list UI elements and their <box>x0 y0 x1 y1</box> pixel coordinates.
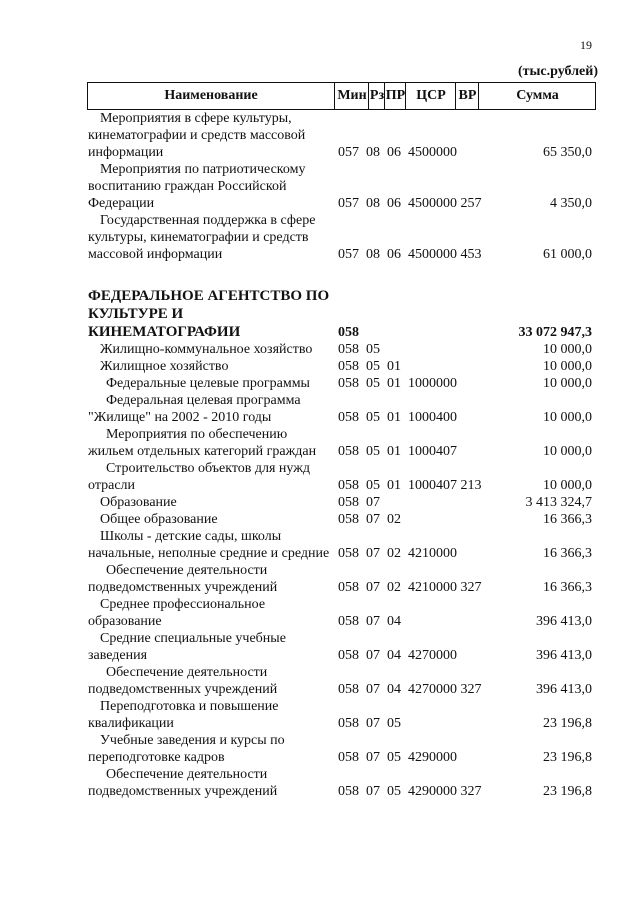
row-codes: 058 07 02 4210000 327 <box>338 580 482 595</box>
row-name: Обеспечение деятельности подведомственных учреждений <box>88 665 278 697</box>
table-body <box>0 110 640 800</box>
header-vr: ВР <box>455 83 479 109</box>
row-codes: 058 <box>338 325 359 340</box>
row-sum: 4 350,0 <box>550 196 592 211</box>
row-codes: 058 07 04 <box>338 614 401 629</box>
row-sum: 10 000,0 <box>543 376 592 391</box>
row-codes: 058 07 04 4270000 327 <box>338 682 482 697</box>
row-name: Обеспечение деятельности подведомственных учреждений <box>88 563 278 595</box>
header-min: Мин <box>334 83 369 109</box>
row-sum: 10 000,0 <box>543 444 592 459</box>
row-sum: 396 413,0 <box>536 682 592 697</box>
row-codes: 058 05 <box>338 342 380 357</box>
row-codes: 058 05 01 1000407 <box>338 444 457 459</box>
table-row <box>0 358 640 375</box>
row-name: Обеспечение деятельности подведомственных учреждений <box>88 767 278 799</box>
table-row <box>0 426 640 460</box>
row-codes: 058 05 01 <box>338 359 401 374</box>
row-codes: 058 07 04 4270000 <box>338 648 457 663</box>
row-sum: 3 413 324,7 <box>525 495 592 510</box>
row-name: Строительство объектов для нужд отрасли <box>88 461 311 493</box>
table-row <box>0 161 640 212</box>
row-codes: 058 05 01 1000400 <box>338 410 457 425</box>
row-name: Общее образование <box>100 512 218 527</box>
header-rz: Рз <box>368 83 385 109</box>
table-row <box>0 341 640 358</box>
row-sum: 10 000,0 <box>543 478 592 493</box>
table-row <box>0 766 640 800</box>
row-name: Государственная поддержка в сфере культуры, кинематографии и средств массовой информации <box>88 213 316 262</box>
row-sum: 23 196,8 <box>543 716 592 731</box>
row-sum: 16 366,3 <box>543 580 592 595</box>
row-name: Мероприятия по патриотическому воспитанию граждан Российской Федерации <box>88 162 306 211</box>
row-codes: 057 08 06 4500000 <box>338 145 457 160</box>
row-codes: 058 07 02 <box>338 512 401 527</box>
row-name: Федеральная целевая программа "Жилище" на 2002 - 2010 годы <box>88 393 301 425</box>
row-codes: 058 07 02 4210000 <box>338 546 457 561</box>
row-sum: 16 366,3 <box>543 546 592 561</box>
row-codes: 058 05 01 1000407 213 <box>338 478 482 493</box>
row-codes: 058 05 01 1000000 <box>338 376 457 391</box>
header-pr: ПР <box>384 83 406 109</box>
table-row <box>0 528 640 562</box>
row-codes: 058 07 05 4290000 <box>338 750 457 765</box>
row-sum: 396 413,0 <box>536 614 592 629</box>
row-sum: 10 000,0 <box>543 410 592 425</box>
table-row <box>0 562 640 596</box>
row-codes: 058 07 05 4290000 327 <box>338 784 482 799</box>
row-sum: 23 196,8 <box>543 750 592 765</box>
table-row <box>0 375 640 392</box>
row-sum: 16 366,3 <box>543 512 592 527</box>
page-number: 19 <box>580 38 592 52</box>
row-name: Жилищное хозяйство <box>100 359 229 374</box>
table-row <box>0 630 640 664</box>
row-name: Средние специальные учебные заведения <box>88 631 286 663</box>
header-name: Наименование <box>164 88 258 103</box>
row-codes: 057 08 06 4500000 257 <box>338 196 482 211</box>
row-sum: 10 000,0 <box>543 359 592 374</box>
header-sum: Сумма <box>478 83 596 109</box>
table-row <box>0 460 640 494</box>
row-name: Школы - детские сады, школы начальные, неполные средние и средние <box>88 529 330 561</box>
row-name: Образование <box>100 495 177 510</box>
row-codes: 058 07 05 <box>338 716 401 731</box>
table-row <box>0 511 640 528</box>
table-row <box>0 698 640 732</box>
row-name: ФЕДЕРАЛЬНОЕ АГЕНТСТВО ПО КУЛЬТУРЕ И КИНЕМАТОГРАФИИ <box>88 288 330 340</box>
row-sum: 33 072 947,3 <box>518 325 592 340</box>
row-name: Учебные заведения и курсы по переподготовке кадров <box>88 733 285 765</box>
row-sum: 65 350,0 <box>543 145 592 160</box>
row-sum: 23 196,8 <box>543 784 592 799</box>
table-row <box>0 596 640 630</box>
row-name: Мероприятия по обеспечению жильем отдельных категорий граждан <box>88 427 317 459</box>
table-row <box>0 732 640 766</box>
table-row <box>0 494 640 511</box>
header-csr: ЦСР <box>405 83 456 109</box>
row-name: Среднее профессиональное образование <box>88 597 266 629</box>
table-row <box>0 664 640 698</box>
row-name: Федеральные целевые программы <box>106 376 310 391</box>
row-sum: 61 000,0 <box>543 247 592 262</box>
units-label: (тыс.рублей) <box>517 64 598 79</box>
table-row <box>0 287 640 341</box>
row-name: Переподготовка и повышение квалификации <box>88 699 279 731</box>
table-row <box>0 110 640 161</box>
row-codes: 058 07 <box>338 495 380 510</box>
table-header <box>87 82 596 110</box>
table-row <box>0 392 640 426</box>
table-row <box>0 212 640 263</box>
row-codes: 057 08 06 4500000 453 <box>338 247 482 262</box>
row-sum: 10 000,0 <box>543 342 592 357</box>
row-sum: 396 413,0 <box>536 648 592 663</box>
row-name: Жилищно-коммунальное хозяйство <box>100 342 313 357</box>
row-name: Мероприятия в сфере культуры, кинематографии и средств массовой информации <box>88 111 306 160</box>
